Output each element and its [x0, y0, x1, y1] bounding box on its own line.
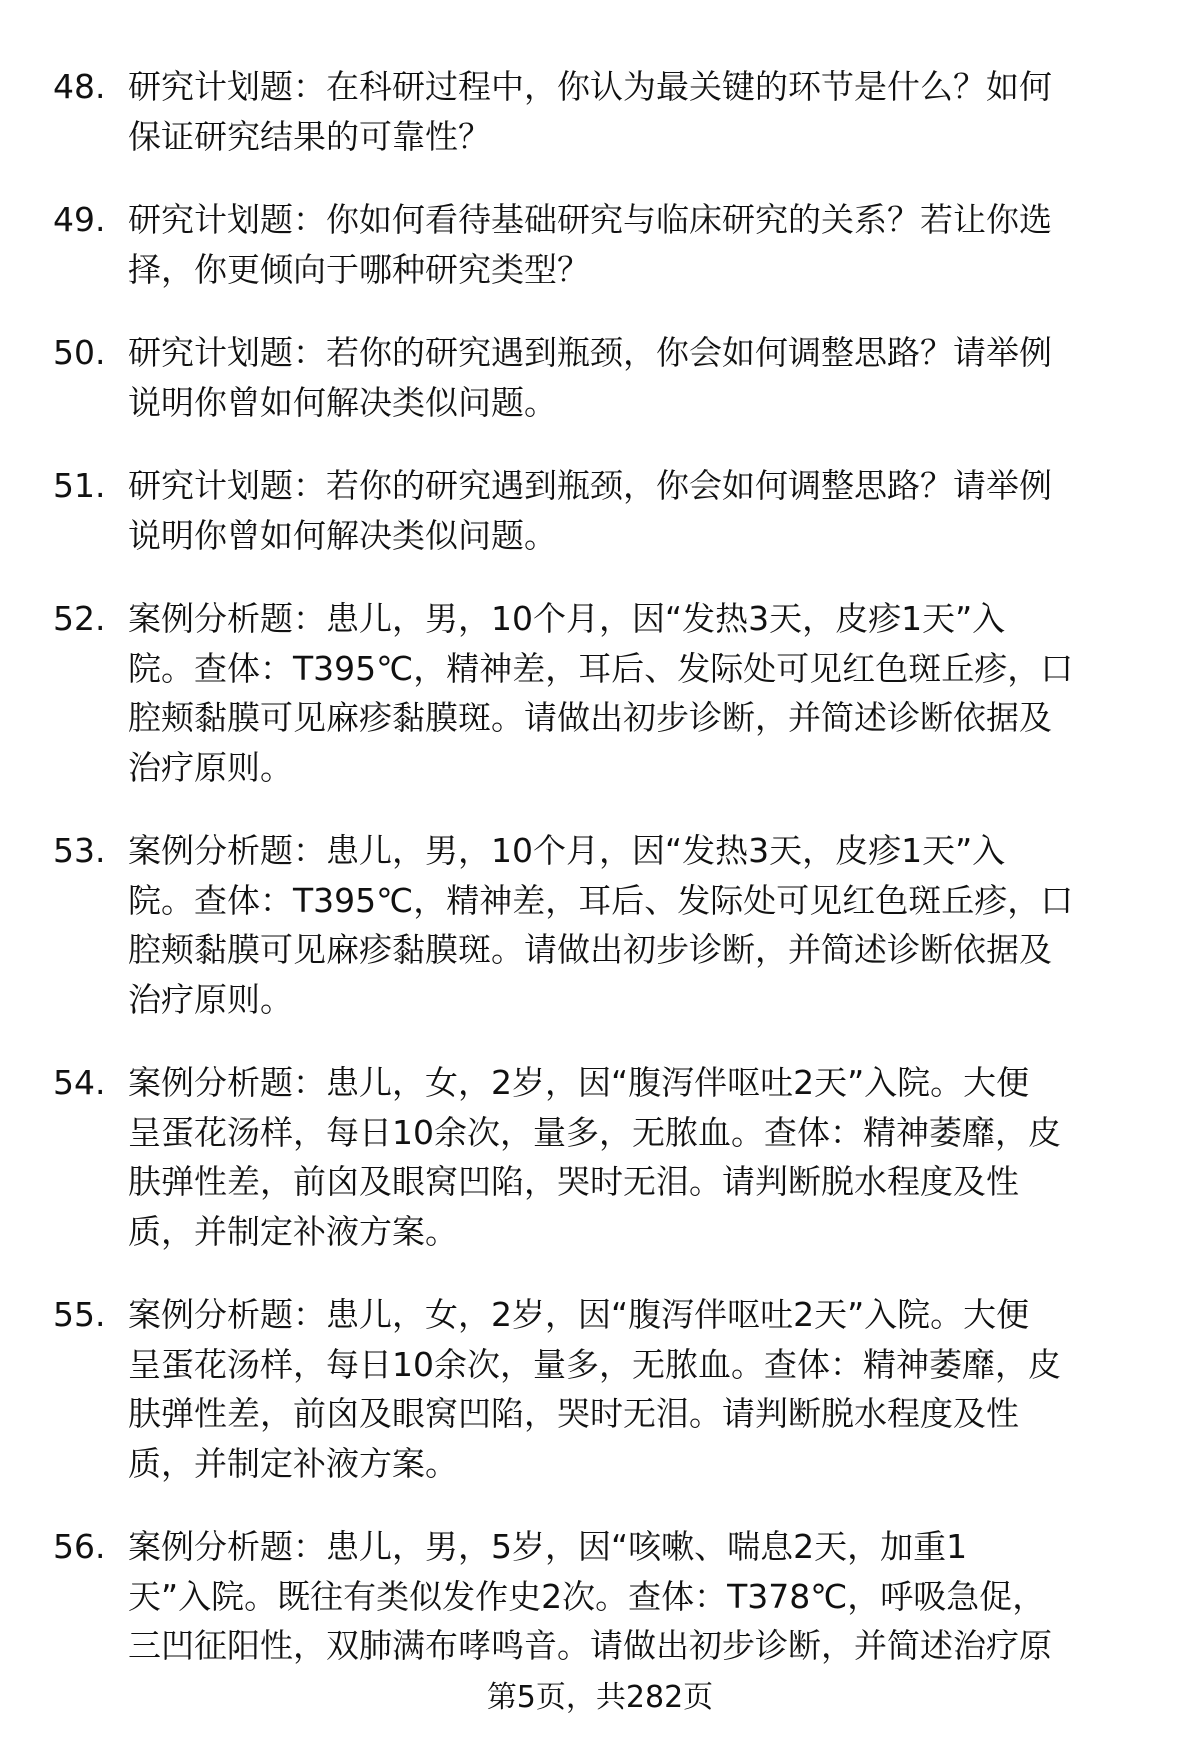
- question-text-line: 说明你曾如何解决类似问题。: [128, 382, 557, 422]
- question-text-line: 质，并制定补液方案。: [128, 1443, 458, 1483]
- question-text: [128, 328, 1052, 427]
- question-number: 52.: [53, 599, 106, 638]
- question-number: 53.: [53, 831, 106, 870]
- question-number: 56.: [53, 1527, 106, 1566]
- question-text-line: 腔颊黏膜可见麻疹黏膜斑。请做出初步诊断，并简述诊断依据及: [128, 930, 1052, 969]
- question-text-line: 说明你曾如何解决类似问题。: [128, 515, 557, 555]
- question-item: [0, 195, 1200, 294]
- question-text-line: 天”入院。既往有类似发作史2次。查体：T378℃，呼吸急促，: [128, 1576, 1046, 1616]
- question-text-line: 研究计划题：在科研过程中，你认为最关键的环节是什么？如何: [128, 67, 1052, 106]
- question-item: [0, 826, 1200, 1024]
- question-text-line: 研究计划题：你如何看待基础研究与临床研究的关系？若让你选: [128, 200, 1052, 239]
- question-text-line: 院。查体：T395℃，精神差，耳后、发际处可见红色斑丘疹，口: [128, 648, 1074, 688]
- question-item: [0, 1058, 1200, 1256]
- question-item: [0, 328, 1200, 427]
- question-text-line: 肤弹性差，前囟及眼窝凹陷，哭时无泪。请判断脱水程度及性: [128, 1394, 1019, 1433]
- question-text-line: 三凹征阳性，双肺满布哮鸣音。请做出初步诊断，并简述治疗原: [128, 1626, 1052, 1665]
- question-text-line: 治疗原则。: [128, 747, 293, 787]
- question-text-line: 保证研究结果的可靠性？: [128, 116, 491, 156]
- question-item: [0, 461, 1200, 560]
- question-list: [0, 62, 1200, 1705]
- question-text: [128, 461, 1052, 560]
- question-item: [0, 1290, 1200, 1488]
- question-text: [128, 826, 1073, 1024]
- question-text-line: 呈蛋花汤样，每日10余次，量多，无脓血。查体：精神萎靡，皮: [128, 1112, 1061, 1152]
- question-text-line: 呈蛋花汤样，每日10余次，量多，无脓血。查体：精神萎靡，皮: [128, 1344, 1061, 1384]
- question-text-line: 案例分析题：患儿，女，2岁，因“腹泻伴呕吐2天”入院。大便: [128, 1063, 1030, 1102]
- question-number: 51.: [53, 466, 106, 505]
- question-item: [0, 62, 1200, 161]
- question-number: 49.: [53, 200, 106, 239]
- question-text-line: 肤弹性差，前囟及眼窝凹陷，哭时无泪。请判断脱水程度及性: [128, 1162, 1019, 1201]
- question-text: [128, 1058, 1061, 1256]
- question-number: 54.: [53, 1063, 106, 1102]
- question-text: [128, 594, 1073, 792]
- question-text: [128, 62, 1052, 161]
- question-text-line: 案例分析题：患儿，男，10个月，因“发热3天，皮疹1天”入: [128, 599, 1006, 638]
- question-text-line: 案例分析题：患儿，女，2岁，因“腹泻伴呕吐2天”入院。大便: [128, 1295, 1030, 1334]
- question-text: [128, 1290, 1061, 1488]
- question-number: 55.: [53, 1295, 106, 1334]
- page-number: 第5页，共282页: [486, 1680, 714, 1715]
- question-item: [0, 594, 1200, 792]
- question-text-line: 案例分析题：患儿，男，5岁，因“咳嗽、喘息2天，加重1: [128, 1527, 968, 1566]
- question-text-line: 治疗原则。: [128, 979, 293, 1019]
- question-number: 50.: [53, 333, 106, 372]
- question-text-line: 择，你更倾向于哪种研究类型？: [128, 249, 590, 289]
- question-text-line: 研究计划题：若你的研究遇到瓶颈，你会如何调整思路？请举例: [128, 466, 1052, 505]
- question-text-line: 研究计划题：若你的研究遇到瓶颈，你会如何调整思路？请举例: [128, 333, 1052, 372]
- question-text-line: 案例分析题：患儿，男，10个月，因“发热3天，皮疹1天”入: [128, 831, 1006, 870]
- question-text: [128, 195, 1052, 294]
- question-text-line: 腔颊黏膜可见麻疹黏膜斑。请做出初步诊断，并简述诊断依据及: [128, 698, 1052, 737]
- question-text: [128, 1522, 1052, 1671]
- question-number: 48.: [53, 67, 106, 106]
- question-text-line: 质，并制定补液方案。: [128, 1211, 458, 1251]
- question-text-line: 院。查体：T395℃，精神差，耳后、发际处可见红色斑丘疹，口: [128, 880, 1074, 920]
- question-item: [0, 1522, 1200, 1671]
